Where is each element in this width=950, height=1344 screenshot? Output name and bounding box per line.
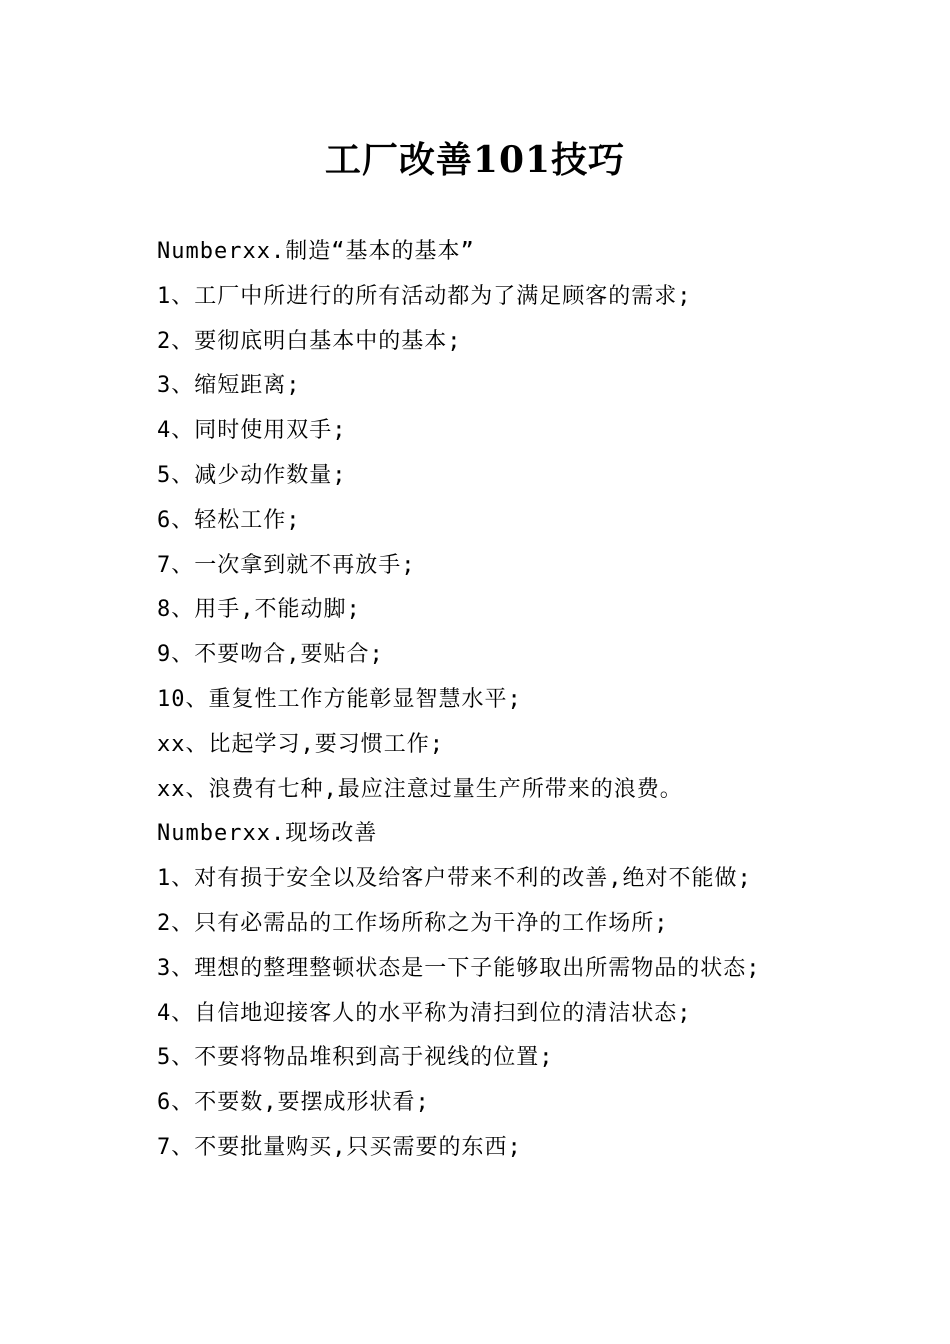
text-line: 6、轻松工作; xyxy=(157,507,301,533)
text-line: 1、对有损于安全以及给客户带来不利的改善,绝对不能做; xyxy=(157,866,752,892)
document-body xyxy=(157,230,857,1171)
text-line: 7、不要批量购买,只买需要的东西; xyxy=(157,1134,522,1160)
text-line: Numberxx.制造“基本的基本” xyxy=(157,239,475,264)
text-line: Numberxx.现场改善 xyxy=(157,821,378,847)
text-line: 10、重复性工作方能彰显智慧水平; xyxy=(157,686,522,712)
text-line: 2、只有必需品的工作场所称之为干净的工作场所; xyxy=(157,910,669,936)
text-line: 4、自信地迎接客人的水平称为清扫到位的清洁状态; xyxy=(157,1000,692,1026)
document-title: 工厂改善101技巧 xyxy=(324,139,626,181)
text-line: 3、缩短距离; xyxy=(157,373,301,399)
text-line: xx、比起学习,要习惯工作; xyxy=(157,731,444,757)
text-line: 5、不要将物品堆积到高于视线的位置; xyxy=(157,1045,554,1071)
text-line: 9、不要吻合,要贴合; xyxy=(157,642,384,668)
text-line: 8、用手,不能动脚; xyxy=(157,597,361,623)
text-line: 6、不要数,要摆成形状看; xyxy=(157,1090,430,1116)
text-line: 3、理想的整理整顿状态是一下子能够取出所需物品的状态; xyxy=(157,955,761,981)
text-line: 5、减少动作数量; xyxy=(157,462,347,488)
text-line: 7、一次拿到就不再放手; xyxy=(157,552,416,578)
text-line: 1、工厂中所进行的所有活动都为了满足顾客的需求; xyxy=(157,283,692,309)
text-line: 4、同时使用双手; xyxy=(157,418,347,444)
text-line: xx、浪费有七种,最应注意过量生产所带来的浪费。 xyxy=(157,776,683,802)
text-line: 2、要彻底明白基本中的基本; xyxy=(157,328,462,354)
